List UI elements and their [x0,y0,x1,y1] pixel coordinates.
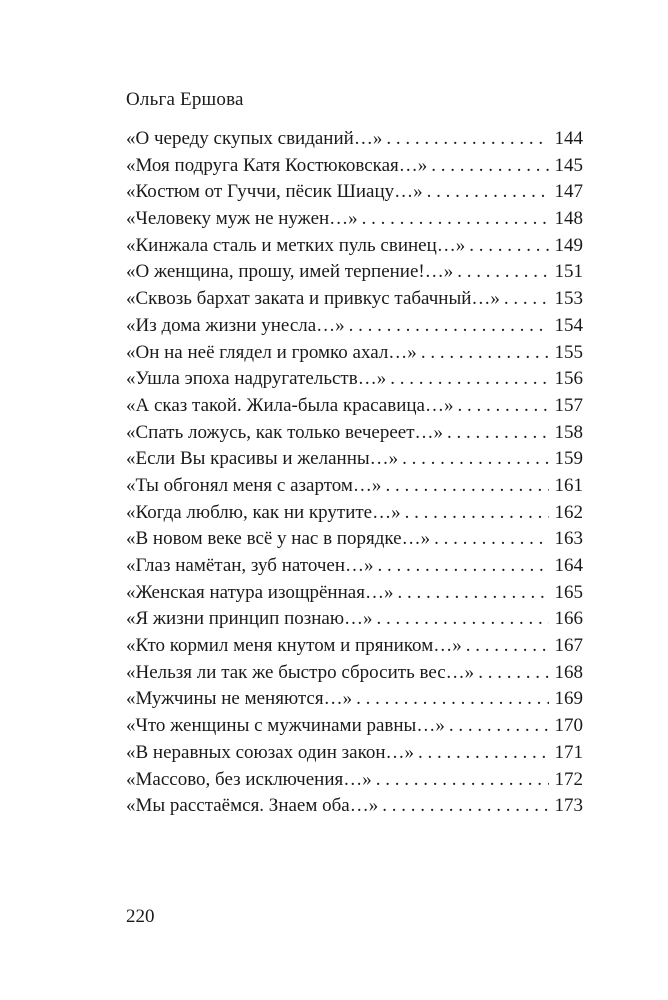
toc-entry [126,553,583,580]
toc-entry-page: 157 [554,394,583,416]
toc-entry-page: 148 [554,208,583,230]
toc-dot-leader [349,313,549,340]
toc-entry-title: «Нельзя ли так же быстро сбросить вес…» [126,661,475,683]
toc-entry-page: 161 [554,474,583,496]
toc-entry-title: «Кто кормил меня кнутом и пряником…» [126,635,462,657]
toc-dot-leader [421,340,549,367]
toc-entry [126,259,583,286]
toc-dot-leader [356,686,549,713]
toc-entry [126,420,583,447]
toc-entry [126,686,583,713]
toc-dot-leader [431,153,549,180]
toc-entry-page: 145 [554,154,583,176]
toc-entry-title: «Спать ложусь, как только вечереет…» [126,421,444,443]
toc-dot-leader [397,580,549,607]
toc-entry-title: «Моя подруга Катя Костюковская…» [126,154,428,176]
toc-entry-page: 153 [554,288,583,310]
toc-dot-leader [378,553,549,580]
toc-dot-leader [449,713,549,740]
toc-entry [126,606,583,633]
toc-entry-title: «Если Вы красивы и желанны…» [126,448,399,470]
toc-entry [126,633,583,660]
toc-dot-leader [466,633,549,660]
toc-entry-title: «Мы расстаёмся. Знаем оба…» [126,795,379,817]
toc-entry-title: «А сказ такой. Жила-была красавица…» [126,394,454,416]
toc-dot-leader [457,393,549,420]
toc-dot-leader [447,420,549,447]
toc-entry-title: «Что женщины с мужчинами равны…» [126,715,445,737]
toc-dot-leader [405,500,549,527]
page-number: 220 [126,906,155,927]
toc-entry-title: «Костюм от Гуччи, пёсик Шиацу…» [126,181,423,203]
toc-entry-page: 164 [554,555,583,576]
toc-entry-title: «Я жизни принцип познаю…» [126,608,373,630]
toc-entry-page: 158 [554,421,583,443]
toc-entry-page: 166 [554,608,583,630]
toc-entry [126,740,583,767]
toc-entry-title: «В неравных союзах один закон…» [126,741,415,763]
toc-dot-leader [457,259,549,286]
toc-entry-title: «О женщина, прошу, имей терпение!…» [126,261,454,283]
toc-entry-page: 165 [554,581,583,603]
toc-entry-page: 163 [554,528,583,550]
toc-dot-leader [402,446,549,473]
toc-entry-page: 172 [554,768,583,790]
toc-entry [126,340,583,367]
toc-dot-leader [469,233,549,260]
toc-entry-title: «Человеку муж не нужен…» [126,208,358,230]
toc-entry [126,313,583,340]
toc-entry [126,286,583,313]
toc-entry [126,206,583,233]
toc-entry-page: 167 [554,635,583,657]
toc-entry-page: 149 [554,234,583,256]
toc-entry [126,713,583,740]
toc-entry [126,446,583,473]
toc-entry-page: 169 [554,688,583,710]
toc-dot-leader [478,660,549,687]
toc-entry [126,233,583,260]
toc-entry-page: 156 [554,368,583,390]
toc-dot-leader [382,793,549,820]
toc-entry-title: «Он на неё глядел и громко ахал…» [126,341,417,363]
toc-dot-leader [434,526,549,553]
toc-entry-title: «Массово, без исключения…» [126,768,372,790]
toc-dot-leader [504,286,549,313]
toc-dot-leader [377,606,549,633]
toc-entry [126,793,583,820]
toc-entry-title: «О череду скупых свиданий…» [126,128,383,149]
toc-entry-title: «Из дома жизни унесла…» [126,314,345,336]
toc-entry [126,126,583,153]
toc-entry [126,767,583,794]
toc-entry [126,660,583,687]
toc-entry [126,473,583,500]
toc-entry-title: «Женская натура изощрённая…» [126,581,394,603]
toc-entry [126,526,583,553]
toc-dot-leader [390,366,549,393]
toc-entry-title: «Когда люблю, как ни крутите…» [126,501,401,523]
toc-entry-page: 168 [554,661,583,683]
toc-entry-page: 154 [554,314,583,336]
toc-entry [126,580,583,607]
toc-entry-page: 151 [554,261,583,283]
toc-entry [126,366,583,393]
toc-dot-leader [418,740,549,767]
toc-entry-title: «В новом веке всё у нас в порядке…» [126,528,431,550]
toc-entry-title: «Мужчины не меняются…» [126,688,353,710]
toc-entry-page: 162 [554,501,583,523]
toc-entry-title: «Глаз намётан, зуб наточен…» [126,555,374,576]
table-of-contents [126,126,583,820]
toc-entry [126,179,583,206]
toc-entry-page: 170 [554,715,583,737]
toc-dot-leader [427,179,549,206]
toc-entry [126,500,583,527]
toc-entry [126,153,583,180]
toc-entry-title: «Ушла эпоха надругательств…» [126,368,387,390]
running-head-author: Ольга Ершова [126,89,244,110]
toc-entry-title: «Ты обгонял меня с азартом…» [126,474,382,496]
toc-entry-title: «Сквозь бархат заката и привкус табачный…» [126,288,500,310]
toc-dot-leader [385,473,549,500]
toc-entry [126,393,583,420]
toc-entry-page: 147 [554,181,583,203]
toc-entry-page: 144 [554,128,583,149]
toc-entry-page: 155 [554,341,583,363]
toc-entry-page: 159 [554,448,583,470]
toc-dot-leader [386,126,549,153]
toc-entry-title: «Кинжала сталь и метких пуль свинец…» [126,234,466,256]
toc-dot-leader [362,206,549,233]
toc-dot-leader [376,767,549,794]
toc-entry-page: 173 [554,795,583,817]
toc-entry-page: 171 [554,741,583,763]
